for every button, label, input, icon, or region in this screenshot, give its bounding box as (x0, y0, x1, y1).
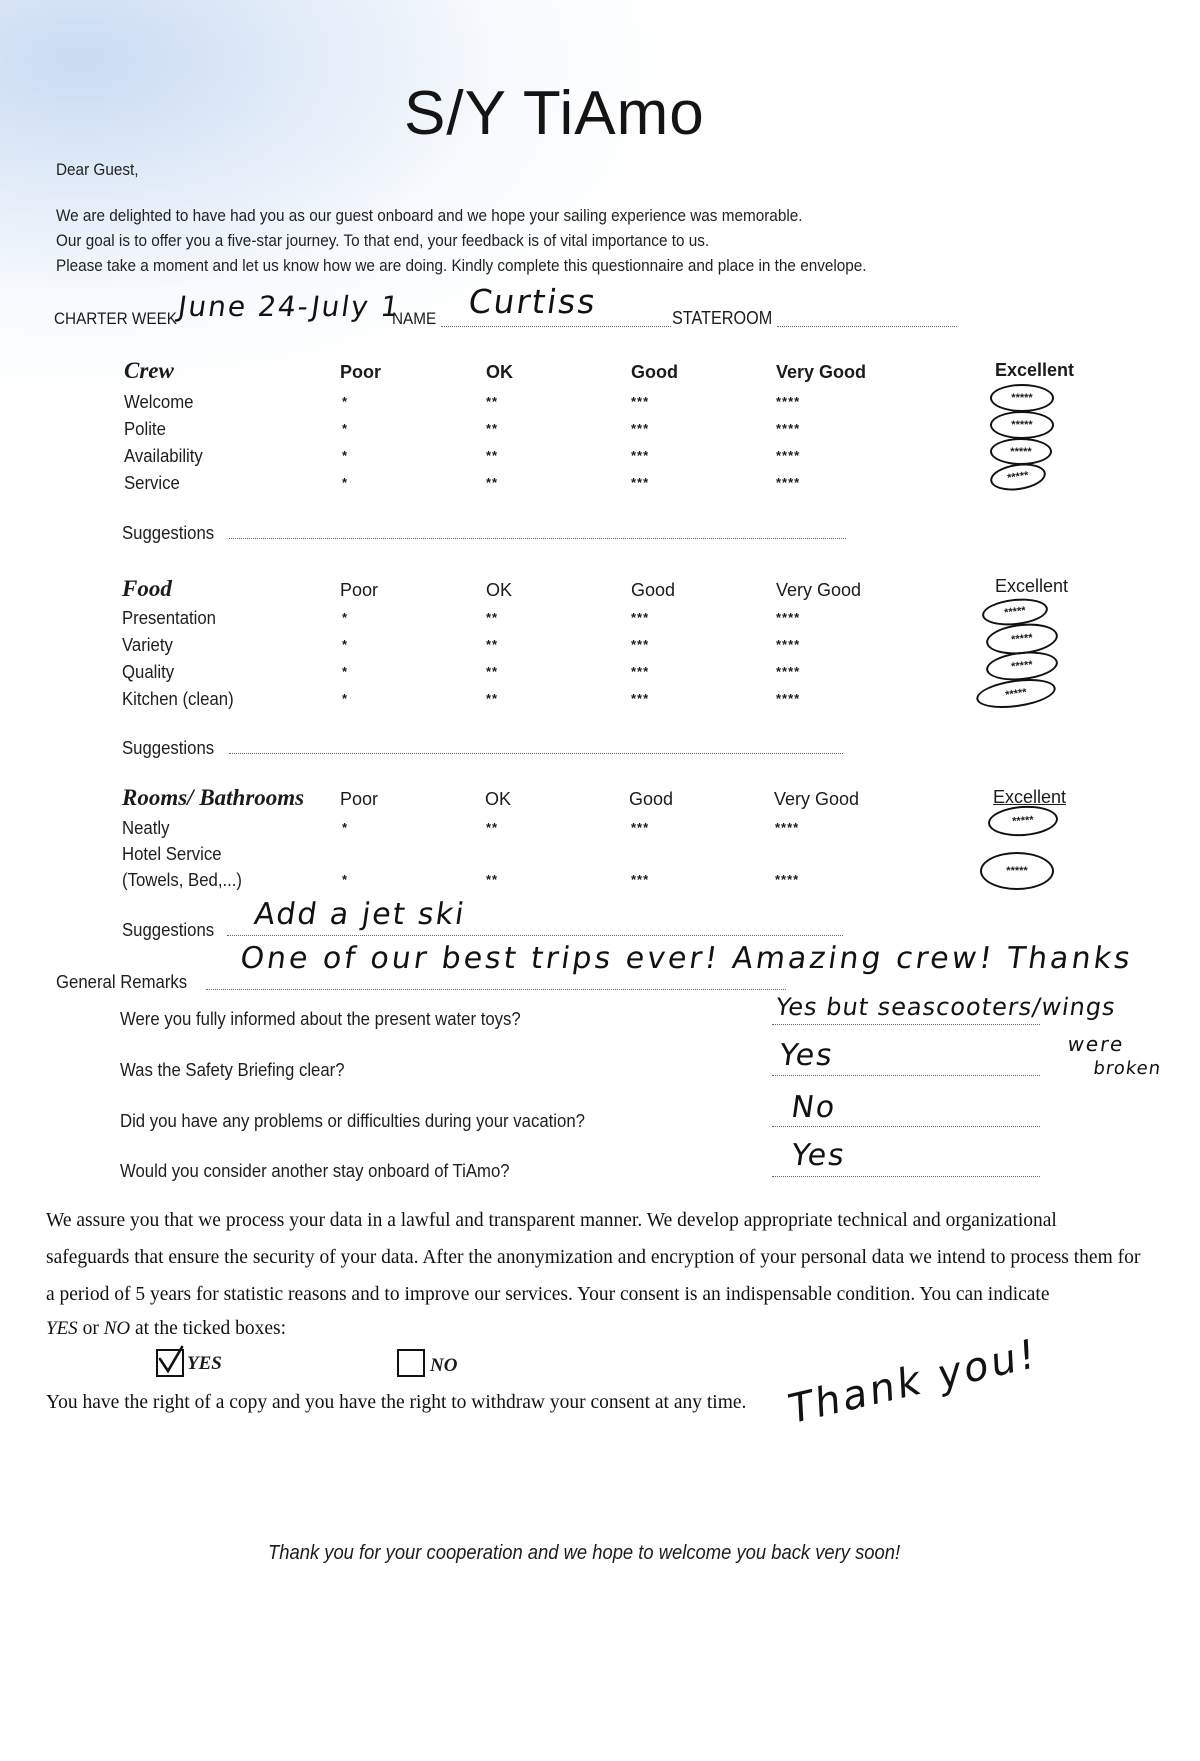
consent-yes-checkbox[interactable] (156, 1349, 184, 1377)
rating-very-good[interactable]: **** (776, 691, 801, 706)
col-very-good: Very Good (776, 362, 867, 382)
rating-very-good[interactable]: **** (776, 610, 801, 625)
rating-excellent-stars: ***** (1006, 865, 1028, 877)
rating-good[interactable]: *** (631, 610, 650, 625)
rating-poor[interactable]: * (342, 475, 349, 490)
question-problems: Did you have any problems or difficulties during your vacation? (120, 1111, 585, 1131)
stateroom-label: STATEROOM (672, 308, 773, 328)
rating-ok[interactable]: ** (486, 664, 499, 679)
rating-good[interactable]: *** (631, 872, 650, 887)
rating-excellent-stars: ***** (1003, 604, 1027, 620)
rating-excellent-stars: ***** (1010, 445, 1032, 458)
rating-excellent-stars: ***** (1010, 631, 1034, 647)
greeting: Dear Guest, (56, 160, 139, 179)
rooms-suggestions-value[interactable]: Add a jet ski (252, 897, 468, 932)
general-remarks-label: General Remarks (56, 972, 188, 992)
col-poor: Poor (340, 362, 382, 382)
rating-poor[interactable]: * (342, 421, 349, 436)
rating-excellent-circled[interactable] (988, 460, 1047, 494)
rating-excellent-stars: ***** (1010, 658, 1034, 674)
rooms-suggestions-field[interactable] (227, 935, 843, 936)
rating-very-good[interactable]: **** (775, 872, 800, 887)
rating-poor[interactable]: * (342, 448, 349, 463)
crew-item-polite: Polite (124, 419, 166, 439)
consent-no-label[interactable]: NO (430, 1355, 458, 1376)
rating-ok[interactable]: ** (486, 637, 499, 652)
stateroom-field[interactable] (777, 326, 957, 327)
question-another-stay: Would you consider another stay onboard of TiAmo? (120, 1161, 510, 1181)
consent-no-word: NO (103, 1318, 131, 1339)
consent-paragraph: We assure you that we process your data in a lawful and transparent manner. We develop appropriate technical and organizational safeguards that ensure the security of your data. After the anonymization and encryption of your personal data we intend to process them for a period of 5 years for statistic reasons and to improve our services. Your consent is an indispensable condition. You can indicate (46, 1210, 1141, 1305)
rating-good[interactable]: *** (631, 637, 650, 652)
food-suggestions-field[interactable] (229, 753, 843, 754)
charter-week-label: CHARTER WEEK (54, 309, 177, 328)
answer-water-toys-note-1: were (1066, 1032, 1127, 1056)
closing-message: Thank you for your cooperation and we hope to welcome you back very soon! (268, 1542, 901, 1564)
rooms-item-hotel-service: Hotel Service (122, 844, 222, 864)
rating-poor[interactable]: * (342, 872, 349, 887)
food-section-title: Food (122, 576, 172, 601)
consent-instruction (46, 1318, 286, 1340)
rating-excellent-circled[interactable] (990, 411, 1054, 439)
answer-problems[interactable]: No (789, 1090, 839, 1125)
col-ok: OK (486, 362, 513, 382)
rating-excellent-circled[interactable] (975, 675, 1058, 713)
intro-line-3: Please take a moment and let us know how we are doing. Kindly complete this questionnaire and place in the envelope. (56, 256, 867, 275)
consent-no-checkbox[interactable] (397, 1349, 425, 1377)
answer-another-stay-line (772, 1176, 1040, 1177)
consent-or-word: or (82, 1318, 99, 1339)
general-remarks-underline (206, 989, 786, 990)
crew-item-welcome: Welcome (124, 392, 194, 412)
rating-poor[interactable]: * (342, 637, 349, 652)
col-good: Good (631, 580, 676, 600)
answer-safety-briefing[interactable]: Yes (777, 1038, 837, 1073)
rating-ok[interactable]: ** (486, 610, 499, 625)
rating-very-good[interactable]: **** (776, 475, 801, 490)
question-water-toys: Were you fully informed about the present water toys? (120, 1009, 521, 1029)
crew-suggestions-label: Suggestions (122, 523, 215, 543)
name-underline (441, 326, 671, 327)
col-excellent: Excellent (995, 576, 1069, 596)
rating-ok[interactable]: ** (486, 691, 499, 706)
rating-excellent-circled[interactable] (990, 384, 1054, 412)
rating-excellent-circled[interactable] (980, 852, 1054, 890)
col-poor: Poor (340, 789, 379, 809)
answer-water-toys-note-2: broken (1092, 1058, 1163, 1079)
rating-poor[interactable]: * (342, 664, 349, 679)
col-poor: Poor (340, 580, 379, 600)
rating-very-good[interactable]: **** (776, 448, 801, 463)
page-title: S/Y TiAmo (404, 79, 705, 148)
rating-excellent-stars: ***** (1006, 469, 1030, 485)
rating-good[interactable]: *** (631, 421, 650, 436)
col-good: Good (629, 789, 674, 809)
rating-ok[interactable]: ** (486, 394, 499, 409)
name-label: NAME (392, 309, 437, 328)
rooms-item-neatly: Neatly (122, 818, 170, 838)
rating-ok[interactable]: ** (486, 475, 499, 490)
rating-very-good[interactable]: **** (776, 664, 801, 679)
rating-excellent-circled[interactable] (990, 438, 1052, 465)
rating-excellent-stars: ***** (1011, 419, 1033, 431)
col-excellent: Excellent (993, 787, 1067, 807)
food-item-kitchen: Kitchen (clean) (122, 689, 234, 709)
crew-section-title: Crew (124, 358, 174, 383)
rating-excellent-stars: ***** (1011, 814, 1035, 828)
answer-another-stay[interactable]: Yes (789, 1138, 849, 1173)
col-good: Good (631, 362, 678, 382)
consent-instruction-suffix: at the ticked boxes: (134, 1318, 287, 1339)
food-item-variety: Variety (122, 635, 173, 655)
rating-very-good[interactable]: **** (776, 421, 801, 436)
col-very-good: Very Good (774, 789, 860, 809)
name-value[interactable]: Curtiss (466, 282, 600, 321)
rating-good[interactable]: *** (631, 664, 650, 679)
intro-line-2: Our goal is to offer you a five-star journey. To that end, your feedback is of vital importance to us. (56, 231, 710, 250)
answer-safety-briefing-line (772, 1075, 1040, 1076)
consent-yes-label[interactable]: YES (187, 1353, 222, 1374)
rating-poor[interactable]: * (342, 820, 349, 835)
answer-problems-line (772, 1126, 1040, 1127)
checkmark-icon (156, 1345, 190, 1375)
rating-ok[interactable]: ** (486, 872, 499, 887)
rating-good[interactable]: *** (631, 448, 650, 463)
rating-ok[interactable]: ** (486, 820, 499, 835)
rating-good[interactable]: *** (631, 475, 650, 490)
charter-week-value[interactable]: June 24-July 1 (176, 290, 403, 323)
col-ok: OK (486, 580, 513, 600)
question-safety-briefing: Was the Safety Briefing clear? (120, 1060, 345, 1080)
rating-excellent-stars: ***** (1004, 686, 1028, 701)
rooms-section-title: Rooms/ Bathrooms (122, 785, 305, 810)
col-excellent: Excellent (995, 360, 1075, 380)
col-very-good: Very Good (776, 580, 862, 600)
food-suggestions-label: Suggestions (122, 738, 215, 758)
consent-yes-word: YES (46, 1318, 78, 1339)
rooms-item-hotel-service-detail: (Towels, Bed,...) (122, 870, 243, 890)
crew-item-availability: Availability (124, 446, 203, 466)
rating-good[interactable]: *** (631, 820, 650, 835)
food-item-presentation: Presentation (122, 608, 217, 628)
handwritten-thank-you: Thank you! (787, 1329, 1039, 1434)
rating-ok[interactable]: ** (486, 421, 499, 436)
answer-water-toys-line (772, 1024, 1040, 1025)
rating-excellent-circled[interactable] (987, 804, 1059, 839)
rating-poor[interactable]: * (342, 394, 349, 409)
crew-suggestions-field[interactable] (229, 538, 846, 539)
rating-very-good[interactable]: **** (775, 820, 800, 835)
intro-line-1: We are delighted to have had you as our guest onboard and we hope your sailing experience was memorable. (56, 206, 803, 225)
rating-good[interactable]: *** (631, 691, 650, 706)
rating-ok[interactable]: ** (486, 448, 499, 463)
withdraw-statement: You have the right of a copy and you have the right to withdraw your consent at any time. (46, 1392, 747, 1413)
rating-poor[interactable]: * (342, 610, 349, 625)
rating-excellent-stars: ***** (1011, 392, 1033, 404)
rating-good[interactable]: *** (631, 394, 650, 409)
col-ok: OK (485, 789, 512, 809)
rating-very-good[interactable]: **** (776, 394, 801, 409)
crew-item-service: Service (124, 473, 180, 493)
food-item-quality: Quality (122, 662, 175, 682)
general-remarks-value[interactable]: One of our best trips ever! Amazing crew! Thanks (238, 941, 1136, 976)
rooms-suggestions-label: Suggestions (122, 920, 215, 940)
rating-very-good[interactable]: **** (776, 637, 801, 652)
rating-poor[interactable]: * (342, 691, 349, 706)
answer-water-toys[interactable]: Yes but seascooters/wings (774, 993, 1118, 1021)
